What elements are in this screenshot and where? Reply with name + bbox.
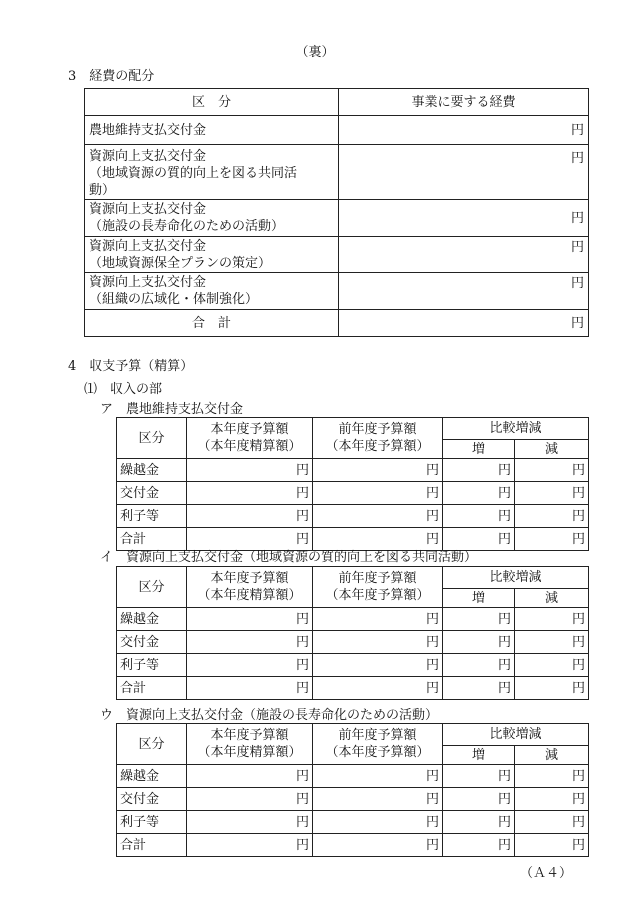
row-label: 交付金 — [117, 788, 187, 811]
row-label: 利子等 — [117, 505, 187, 528]
section-4-heading: 4 収支予算（精算） — [68, 359, 194, 374]
income-table-i — [116, 566, 589, 700]
income-row — [117, 528, 589, 551]
yen-cell: 円 — [187, 528, 313, 551]
income-row — [117, 811, 589, 834]
yen-cell: 円 — [313, 482, 443, 505]
expense-yen: 円 — [339, 310, 589, 337]
expense-row — [85, 116, 589, 145]
expense-allocation-table — [84, 88, 589, 337]
row-label-line: 資源向上支払交付金 — [89, 149, 207, 164]
header-line: 本年度予算額 — [210, 571, 289, 586]
income-row — [117, 788, 589, 811]
header-category: 区分 — [117, 418, 187, 459]
expense-row — [85, 145, 589, 200]
header-comparison: 比較増減 — [443, 418, 589, 440]
yen-cell: 円 — [313, 811, 443, 834]
row-label: 合計 — [117, 677, 187, 700]
row-label-line: 動） — [89, 183, 116, 198]
yen-cell: 円 — [187, 459, 313, 482]
expense-row — [85, 237, 589, 273]
yen-cell: 円 — [443, 677, 515, 700]
yen-cell: 円 — [515, 654, 589, 677]
row-label-line: （施設の長寿命化のための活動） — [89, 219, 285, 234]
row-label: 合計 — [117, 834, 187, 857]
header-current-budget — [187, 724, 313, 765]
header-line: （本年度精算額） — [197, 439, 302, 454]
expense-row — [85, 200, 589, 237]
income-row — [117, 608, 589, 631]
row-label-line: （地域資源保全プランの策定） — [89, 255, 272, 271]
expense-yen: 円 — [339, 273, 589, 310]
expense-yen: 円 — [339, 145, 589, 200]
table-title: ア 農地維持支払交付金 — [100, 402, 244, 417]
yen-cell: 円 — [187, 788, 313, 811]
table-title: ウ 資源向上支払交付金（施設の長寿命化のための活動） — [100, 708, 439, 723]
header-line: （本年度予算額） — [325, 439, 430, 454]
header-line: （本年度予算額） — [325, 745, 430, 760]
yen-cell: 円 — [443, 765, 515, 788]
expense-yen: 円 — [339, 200, 589, 237]
yen-cell: 円 — [187, 482, 313, 505]
yen-cell: 円 — [443, 811, 515, 834]
row-label-line: 資源向上支払交付金 — [89, 238, 207, 254]
header-line: 前年度予算額 — [338, 422, 417, 437]
page-marker: （裏） — [295, 45, 335, 60]
header-increase: 増 — [443, 440, 515, 459]
row-label-line: （地域資源の質的向上を図る共同活 — [89, 166, 298, 181]
expense-yen: 円 — [339, 237, 589, 273]
yen-cell: 円 — [443, 788, 515, 811]
yen-cell: 円 — [187, 631, 313, 654]
yen-cell: 円 — [313, 765, 443, 788]
row-label: 利子等 — [117, 811, 187, 834]
yen-cell: 円 — [515, 677, 589, 700]
row-label-line: （組織の広域化・体制強化） — [89, 292, 259, 307]
yen-cell: 円 — [313, 788, 443, 811]
yen-cell: 円 — [515, 788, 589, 811]
yen-cell: 円 — [515, 631, 589, 654]
section-3-heading: 3 経費の配分 — [68, 69, 155, 84]
header-line: 前年度予算額 — [338, 728, 417, 743]
row-label: 繰越金 — [117, 765, 187, 788]
expense-row-label — [85, 200, 339, 237]
header-comparison: 比較増減 — [443, 567, 589, 589]
row-label: 交付金 — [117, 631, 187, 654]
yen-cell: 円 — [313, 528, 443, 551]
row-label: 合計 — [117, 528, 187, 551]
income-row — [117, 459, 589, 482]
yen-cell: 円 — [187, 811, 313, 834]
table-title: イ 資源向上支払交付金（地域資源の質的向上を図る共同活動） — [100, 550, 478, 565]
yen-cell: 円 — [515, 459, 589, 482]
yen-cell: 円 — [515, 811, 589, 834]
yen-cell: 円 — [515, 482, 589, 505]
expense-header-row — [85, 89, 589, 116]
yen-cell: 円 — [443, 528, 515, 551]
income-table-u — [116, 723, 589, 857]
yen-cell: 円 — [515, 765, 589, 788]
yen-cell: 円 — [443, 482, 515, 505]
yen-cell: 円 — [187, 505, 313, 528]
expense-yen: 円 — [339, 116, 589, 145]
yen-cell: 円 — [443, 608, 515, 631]
header-current-budget — [187, 567, 313, 608]
header-previous-budget — [313, 567, 443, 608]
yen-cell: 円 — [187, 834, 313, 857]
header-line: 本年度予算額 — [210, 728, 289, 743]
header-line: （本年度精算額） — [197, 588, 302, 603]
header-decrease: 減 — [515, 589, 589, 608]
header-category: 区 分 — [85, 89, 339, 116]
yen-cell: 円 — [187, 654, 313, 677]
header-previous-budget — [313, 724, 443, 765]
income-row — [117, 482, 589, 505]
income-table-a — [116, 417, 589, 551]
income-subheading: ⑴ 収入の部 — [84, 382, 163, 397]
header-line: （本年度予算額） — [325, 588, 430, 603]
yen-cell: 円 — [313, 608, 443, 631]
expense-row-label — [85, 237, 339, 273]
header-line: 前年度予算額 — [338, 571, 417, 586]
income-row — [117, 765, 589, 788]
yen-cell: 円 — [313, 654, 443, 677]
income-row — [117, 677, 589, 700]
row-label-line: 農地維持支払交付金 — [89, 122, 207, 138]
row-label-line: 資源向上支払交付金 — [89, 275, 207, 290]
header-current-budget — [187, 418, 313, 459]
yen-cell: 円 — [515, 528, 589, 551]
expense-row — [85, 273, 589, 310]
yen-cell: 円 — [313, 505, 443, 528]
row-label: 交付金 — [117, 482, 187, 505]
yen-cell: 円 — [313, 834, 443, 857]
yen-cell: 円 — [313, 459, 443, 482]
income-row — [117, 505, 589, 528]
yen-cell: 円 — [313, 677, 443, 700]
row-label: 繰越金 — [117, 608, 187, 631]
expense-row-label — [85, 116, 339, 145]
yen-cell: 円 — [443, 654, 515, 677]
header-decrease: 減 — [515, 746, 589, 765]
income-header-row — [117, 567, 589, 589]
income-row — [117, 631, 589, 654]
income-header-row — [117, 418, 589, 440]
row-label: 利子等 — [117, 654, 187, 677]
header-expense: 事業に要する経費 — [339, 89, 589, 116]
header-previous-budget — [313, 418, 443, 459]
header-category: 区分 — [117, 724, 187, 765]
expense-row-label — [85, 145, 339, 200]
income-header-row — [117, 724, 589, 746]
header-category: 区分 — [117, 567, 187, 608]
header-decrease: 減 — [515, 440, 589, 459]
yen-cell: 円 — [187, 765, 313, 788]
row-label: 繰越金 — [117, 459, 187, 482]
yen-cell: 円 — [187, 608, 313, 631]
yen-cell: 円 — [443, 834, 515, 857]
page-size-label: （Ａ４） — [520, 866, 573, 881]
header-comparison: 比較増減 — [443, 724, 589, 746]
yen-cell: 円 — [443, 459, 515, 482]
yen-cell: 円 — [443, 505, 515, 528]
income-row — [117, 834, 589, 857]
income-row — [117, 654, 589, 677]
yen-cell: 円 — [187, 677, 313, 700]
header-increase: 増 — [443, 746, 515, 765]
expense-total-row — [85, 310, 589, 337]
yen-cell: 円 — [515, 608, 589, 631]
yen-cell: 円 — [443, 631, 515, 654]
header-line: （本年度精算額） — [197, 745, 302, 760]
yen-cell: 円 — [515, 505, 589, 528]
total-label: 合 計 — [85, 310, 339, 337]
yen-cell: 円 — [515, 834, 589, 857]
expense-row-label — [85, 273, 339, 310]
header-line: 本年度予算額 — [210, 422, 289, 437]
row-label-line: 資源向上支払交付金 — [89, 202, 207, 217]
yen-cell: 円 — [313, 631, 443, 654]
header-increase: 増 — [443, 589, 515, 608]
